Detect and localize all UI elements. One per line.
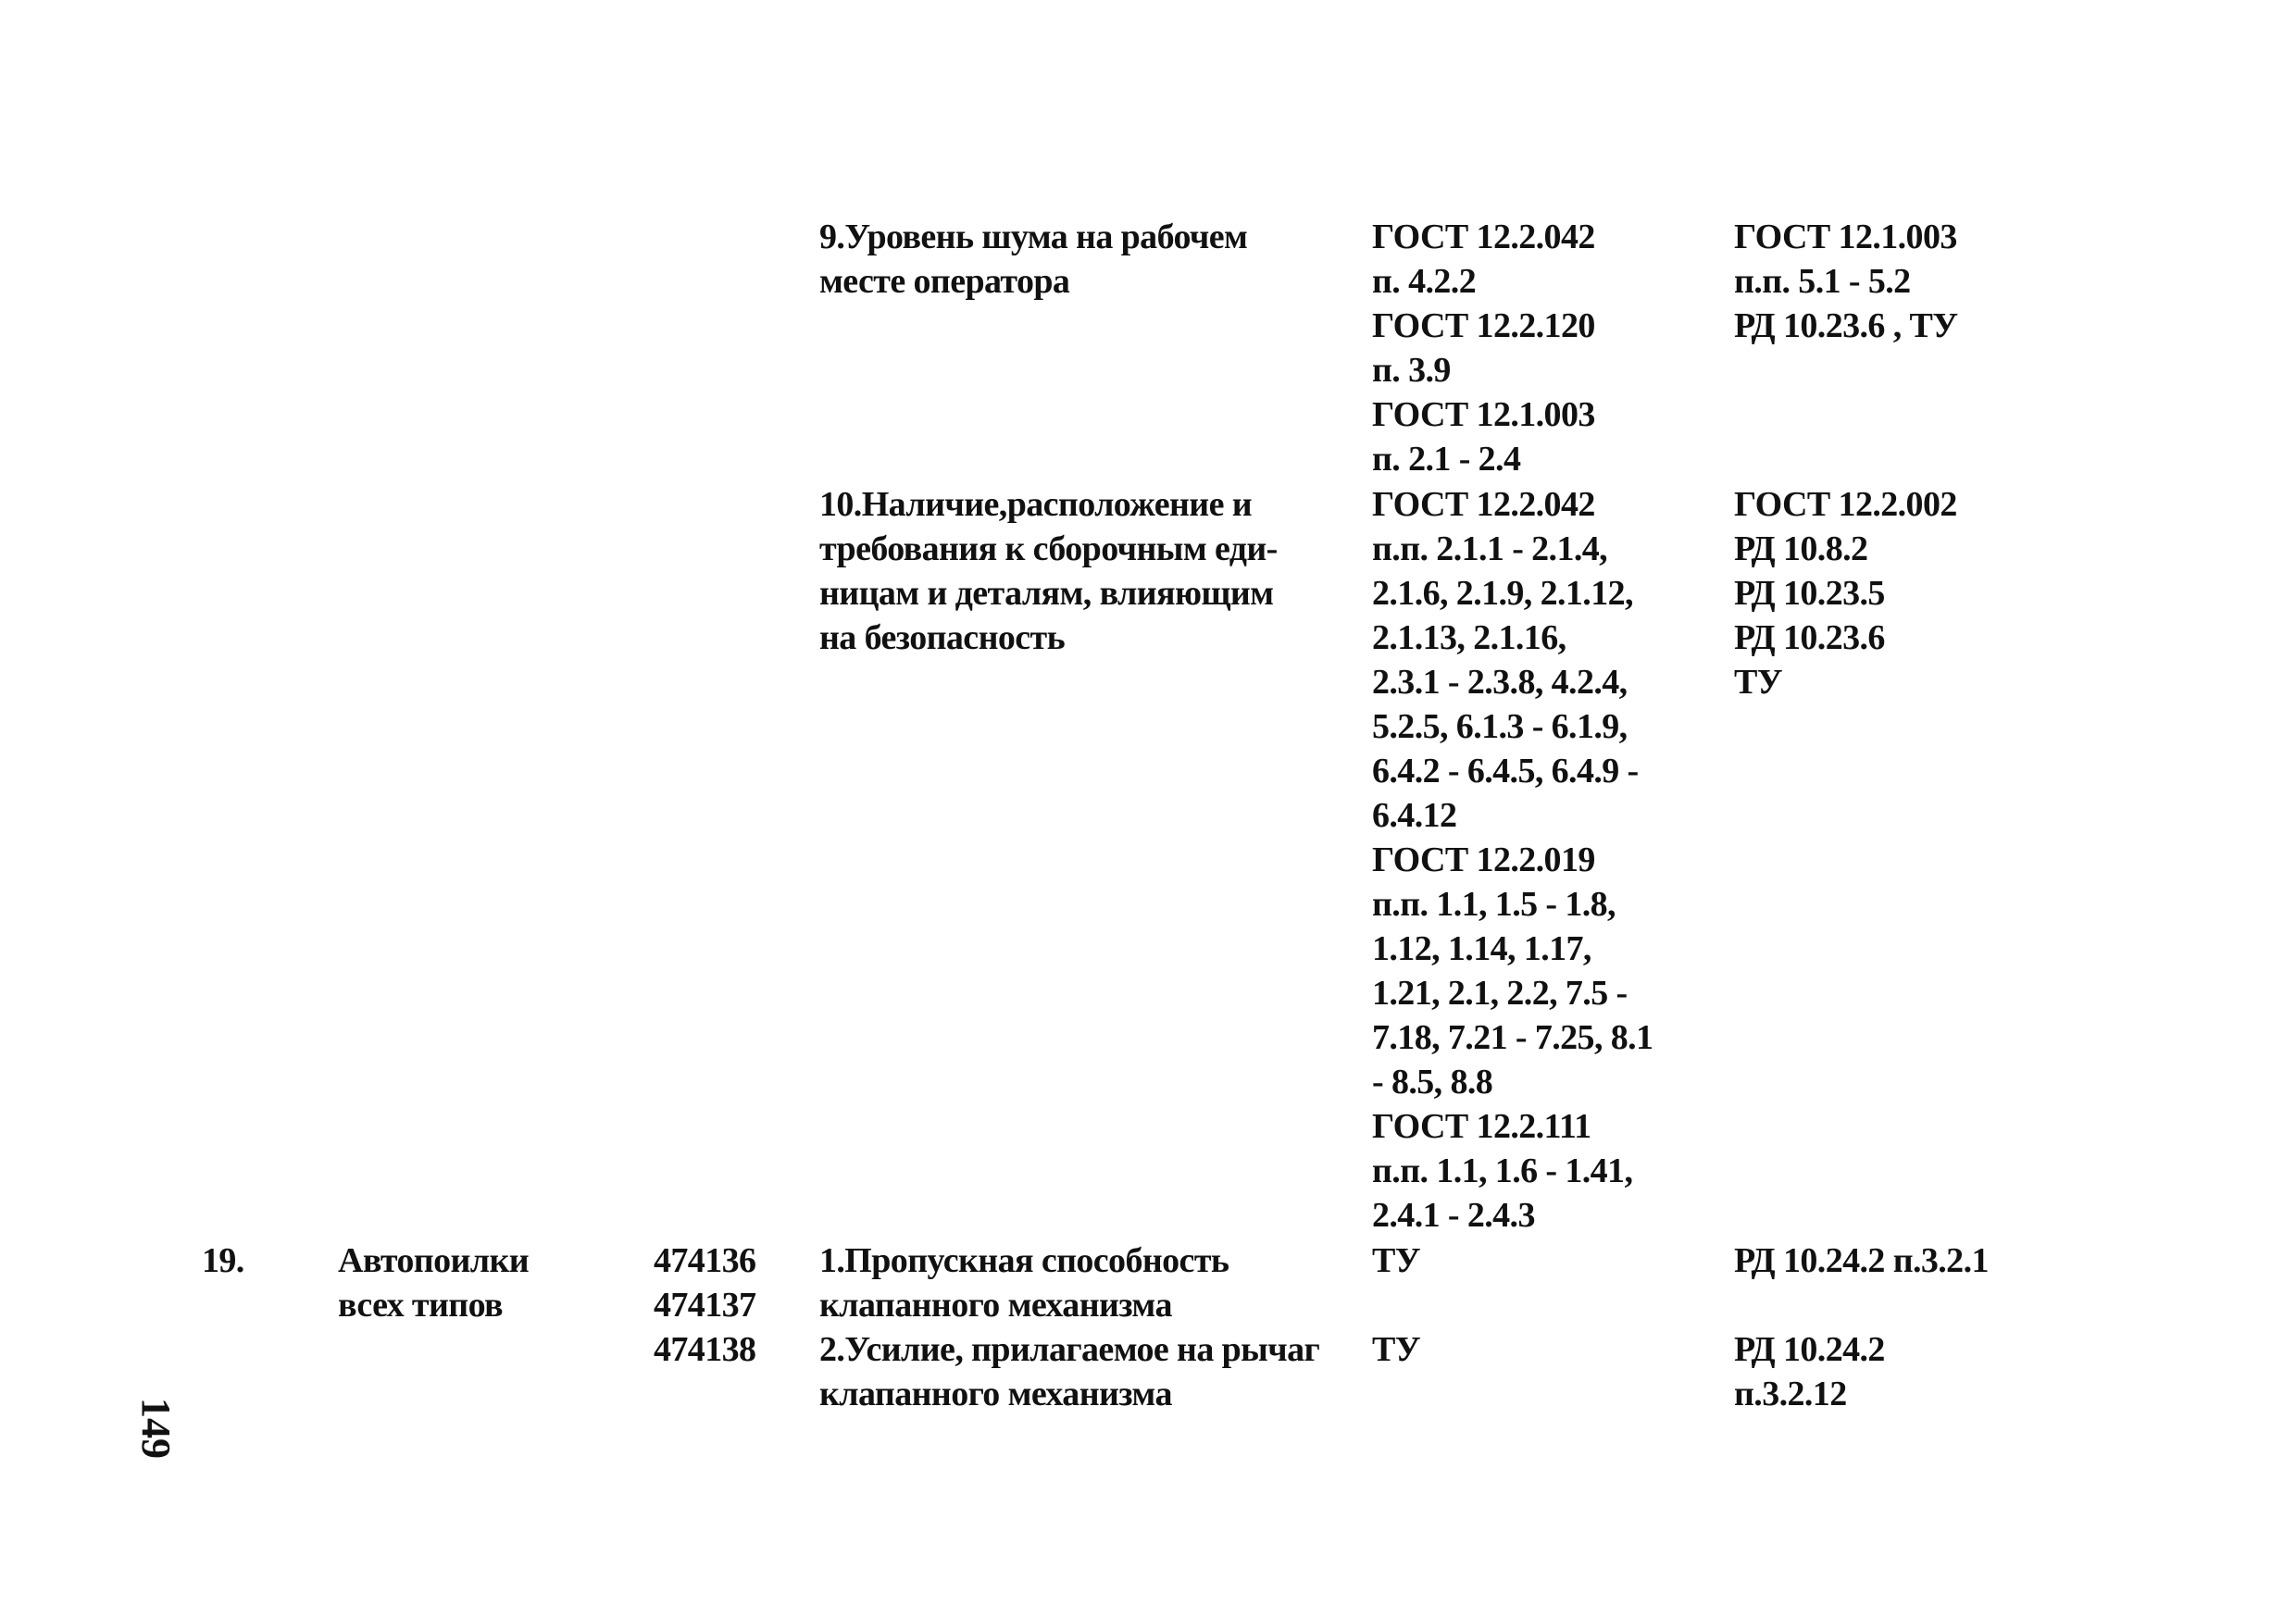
row-19-method-2-line-2: п.3.2.12 — [1734, 1375, 1847, 1413]
method-10-line-4: РД 10.23.6 — [1734, 618, 1885, 657]
req-10-line-13: 7.18, 7.21 - 7.25, 8.1 — [1372, 1018, 1653, 1057]
req-10-line-8: 6.4.12 — [1372, 796, 1457, 835]
method-9-line-1: ГОСТ 12.1.003 — [1734, 218, 1957, 256]
req-9-line-4: п. 3.9 — [1372, 351, 1451, 390]
row-19-name-line-1: Автопоилки — [338, 1241, 530, 1280]
row-19-req-1: ТУ — [1372, 1241, 1421, 1280]
req-10-line-7: 6.4.2 - 6.4.5, 6.4.9 - — [1372, 752, 1639, 790]
page-number: 149 — [133, 1398, 179, 1459]
req-10-line-15: ГОСТ 12.2.111 — [1372, 1107, 1591, 1146]
req-9-line-6: п. 2.1 - 2.4 — [1372, 440, 1521, 479]
row-19-param-1-line-2: клапанного механизма — [819, 1286, 1172, 1325]
method-10-line-3: РД 10.23.5 — [1734, 574, 1885, 613]
req-10-line-5: 2.3.1 - 2.3.8, 4.2.4, — [1372, 663, 1628, 702]
row-19-name-line-2: всех типов — [338, 1286, 503, 1325]
row-19-method-1: РД 10.24.2 п.3.2.1 — [1734, 1241, 1989, 1280]
method-9-line-3: РД 10.23.6 , ТУ — [1734, 306, 1958, 345]
row-19-method-2-line-1: РД 10.24.2 — [1734, 1330, 1885, 1369]
req-10-line-12: 1.21, 2.1, 2.2, 7.5 - — [1372, 974, 1628, 1013]
method-10-line-5: ТУ — [1734, 663, 1783, 702]
param-9-line-2: месте оператора — [819, 262, 1070, 301]
param-9-line-1: 9.Уровень шума на рабочем — [819, 218, 1248, 256]
row-19-req-2: ТУ — [1372, 1330, 1421, 1369]
req-9-line-2: п. 4.2.2 — [1372, 262, 1477, 301]
row-19-param-2-line-1: 2.Усилие, прилагаемое на рычаг — [819, 1330, 1320, 1369]
method-10-line-2: РД 10.8.2 — [1734, 529, 1868, 568]
method-10-line-1: ГОСТ 12.2.002 — [1734, 485, 1957, 524]
req-10-line-1: ГОСТ 12.2.042 — [1372, 485, 1595, 524]
req-9-line-3: ГОСТ 12.2.120 — [1372, 306, 1595, 345]
req-10-line-6: 5.2.5, 6.1.3 - 6.1.9, — [1372, 707, 1628, 746]
method-9-line-2: п.п. 5.1 - 5.2 — [1734, 262, 1911, 301]
req-10-line-16: п.п. 1.1, 1.6 - 1.41, — [1372, 1151, 1633, 1190]
req-10-line-10: п.п. 1.1, 1.5 - 1.8, — [1372, 885, 1616, 924]
req-10-line-14: - 8.5, 8.8 — [1372, 1063, 1493, 1101]
row-19-param-2-line-2: клапанного механизма — [819, 1375, 1172, 1413]
req-10-line-11: 1.12, 1.14, 1.17, — [1372, 929, 1591, 968]
row-19-code-2: 474137 — [654, 1286, 756, 1325]
param-10-line-4: на безопасность — [819, 618, 1066, 657]
req-10-line-17: 2.4.1 - 2.4.3 — [1372, 1196, 1535, 1235]
param-10-line-2: требования к сборочным еди- — [819, 529, 1278, 568]
req-10-line-4: 2.1.13, 2.1.16, — [1372, 618, 1566, 657]
req-10-line-2: п.п. 2.1.1 - 2.1.4, — [1372, 529, 1608, 568]
req-10-line-9: ГОСТ 12.2.019 — [1372, 840, 1595, 879]
req-9-line-1: ГОСТ 12.2.042 — [1372, 218, 1595, 256]
row-19-code-1: 474136 — [654, 1241, 756, 1280]
param-10-line-3: ницам и деталям, влияющим — [819, 574, 1274, 613]
req-10-line-3: 2.1.6, 2.1.9, 2.1.12, — [1372, 574, 1633, 613]
row-19-number: 19. — [202, 1241, 244, 1280]
req-9-line-5: ГОСТ 12.1.003 — [1372, 395, 1595, 434]
row-19-param-1-line-1: 1.Пропускная способность — [819, 1241, 1229, 1280]
row-19-code-3: 474138 — [654, 1330, 756, 1369]
param-10-line-1: 10.Наличие,расположение и — [819, 485, 1253, 524]
